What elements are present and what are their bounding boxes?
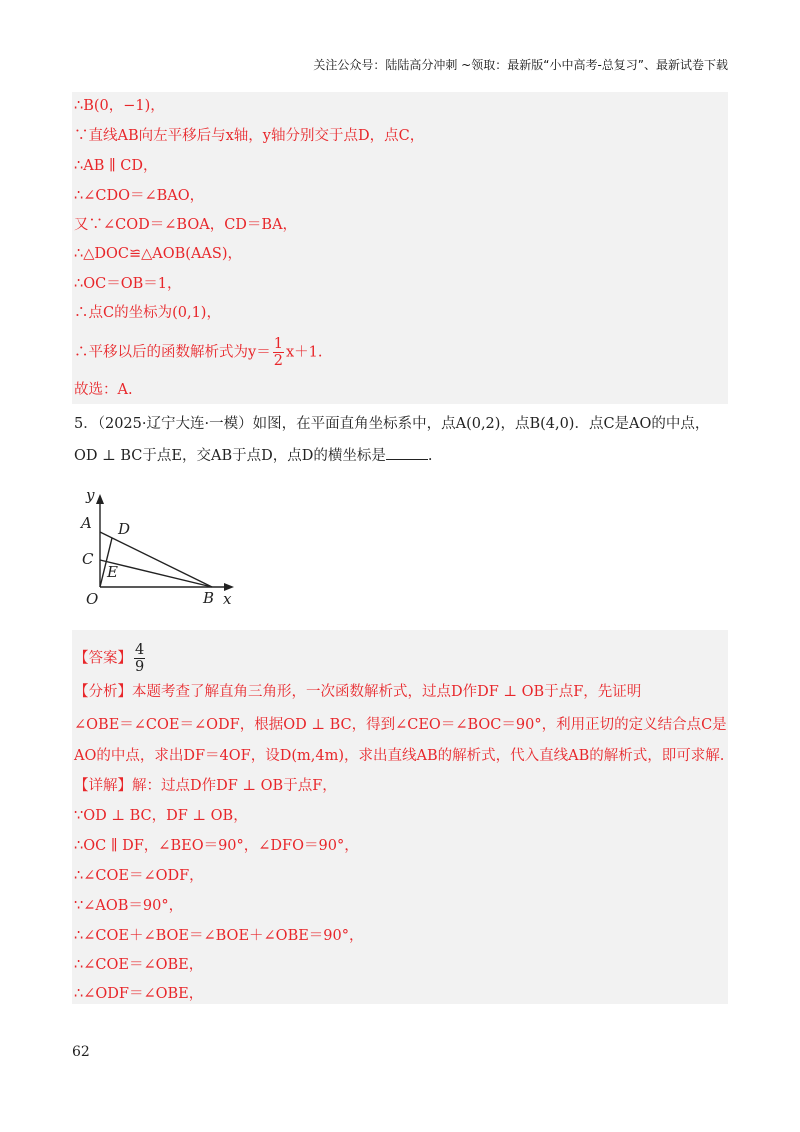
question-text-part: OD ⊥ BC于点E，交AB于点D，点D的横坐标是 (74, 448, 386, 464)
analysis-line: AO的中点，求出DF＝4OF，设D(m,4m)，求出直线AB的解析式，代入直线AB的解析式，即可求解. (74, 748, 725, 764)
solution-line: ∴AB ∥ CD， (74, 158, 158, 174)
detail-step: ∴∠COE＋∠BOE＝∠BOE＋∠OBE＝90°， (74, 928, 364, 944)
choice-answer: 故选：A. (74, 382, 133, 398)
answer-line (74, 642, 147, 675)
solution-text: x＋1. (285, 344, 323, 361)
label-O: O (86, 590, 99, 608)
label-D: D (118, 520, 131, 538)
question-text-end: . (427, 448, 433, 464)
label-A: A (81, 514, 92, 532)
solution-line: ∴B(0，−1)， (74, 98, 165, 114)
solution-line: 又∵∠COD＝∠BOA，CD＝BA， (74, 217, 298, 233)
detail-step: ∴∠ODF＝∠OBE， (74, 986, 204, 1002)
analysis-line: 【分析】本题考查了解直角三角形，一次函数解析式，过点D作DF ⊥ OB于点F，先证明 (74, 684, 642, 700)
fraction-denominator: 2 (273, 353, 283, 369)
solution-line: ∵直线AB向左平移后与x轴，y轴分别交于点D，点C， (74, 128, 425, 144)
fraction-numerator: 4 (135, 642, 145, 658)
detail-line: 【详解】解：过点D作DF ⊥ OB于点F， (74, 778, 337, 794)
label-E: E (107, 563, 118, 581)
geometry-figure (78, 486, 248, 611)
solution-line-fraction (74, 336, 322, 369)
answer-tag: 【答案】 (74, 650, 132, 667)
detail-step: ∵OD ⊥ BC，DF ⊥ OB， (74, 808, 248, 824)
solution-line: ∴∠CDO＝∠BAO， (74, 188, 205, 204)
label-y: y (86, 486, 95, 504)
answer-fraction (134, 642, 145, 675)
label-C: C (82, 550, 94, 568)
detail-step: ∴OC ∥ DF，∠BEO＝90°，∠DFO＝90°， (74, 838, 359, 854)
solution-line: ∴OC＝OB＝1， (74, 276, 182, 292)
label-x: x (223, 590, 232, 608)
label-B: B (203, 589, 215, 607)
answer-blank (386, 445, 428, 460)
solution-line: ∴点C的坐标为(0,1)， (74, 305, 221, 321)
detail-step: ∴∠COE＝∠OBE， (74, 957, 204, 973)
question-text: 5．（2025·辽宁大连·一模）如图，在平面直角坐标系中，点A(0,2)，点B(4,0)．点C是AO的中点， (74, 416, 710, 432)
detail-step: ∵∠AOB＝90°， (74, 898, 184, 914)
question-text (74, 445, 432, 466)
solution-text: ∴平移以后的函数解析式为y＝ (74, 344, 271, 361)
fraction-numerator: 1 (273, 336, 283, 352)
page-number: 62 (72, 1044, 90, 1060)
y-axis-arrow (96, 494, 104, 504)
analysis-line: ∠OBE＝∠COE＝∠ODF，根据OD ⊥ BC，得到∠CEO＝∠BOC＝90°，利用正切的定义结合点C是 (74, 717, 727, 733)
page-header: 关注公众号：陆陆高分冲刺 ~领取：最新版“小中高考-总复习”、最新试卷下载 (313, 58, 728, 72)
solution-line: ∴△DOC≌△AOB(AAS)， (74, 246, 242, 262)
fraction (273, 336, 284, 369)
fraction-denominator: 9 (135, 659, 145, 675)
detail-step: ∴∠COE＝∠ODF， (74, 868, 204, 884)
